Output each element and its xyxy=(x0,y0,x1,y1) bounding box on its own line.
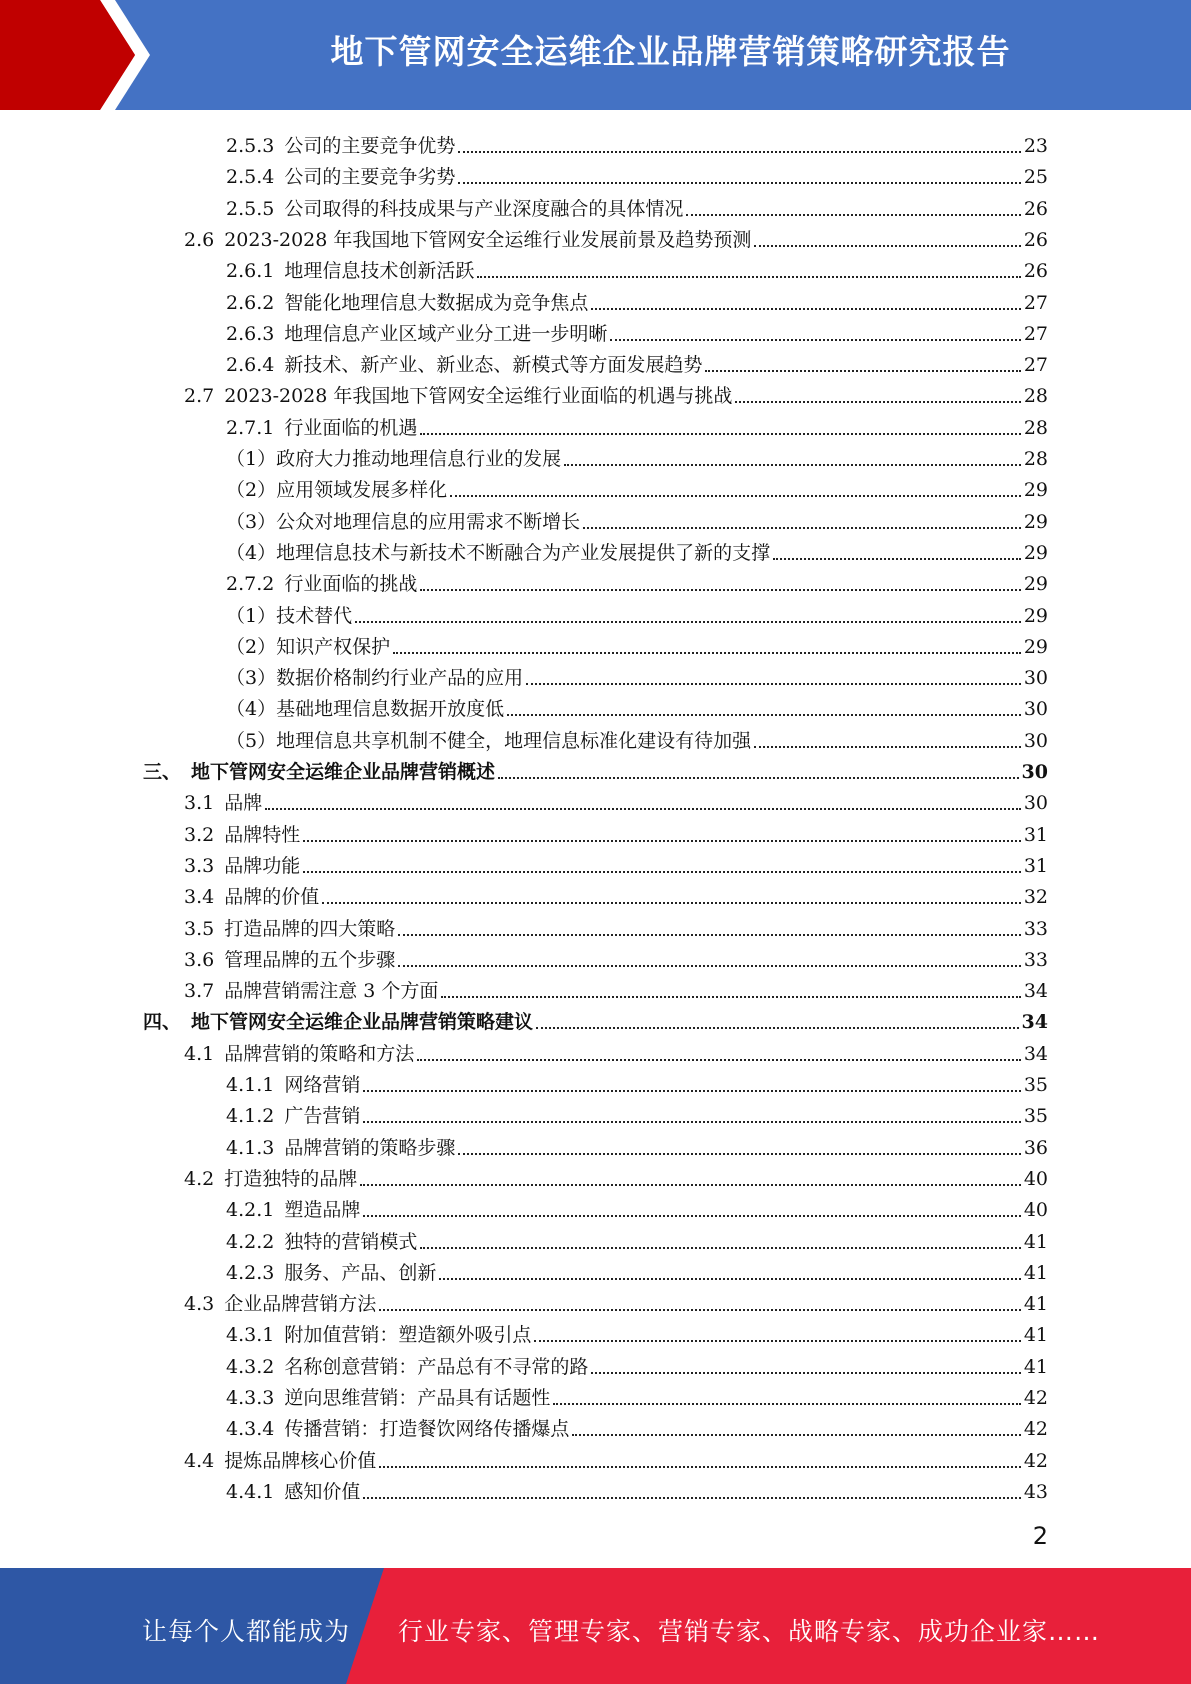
toc-dot-leader xyxy=(705,370,1020,372)
toc-entry-page: 32 xyxy=(1023,886,1048,909)
toc-entry-page: 29 xyxy=(1023,635,1048,658)
toc-entry-page: 29 xyxy=(1023,604,1048,627)
toc-entry-page: 27 xyxy=(1023,354,1048,377)
toc-entry-number: （4） xyxy=(226,541,277,564)
toc-entry-number: 4.3.1 xyxy=(226,1324,275,1347)
toc-entry[interactable] xyxy=(226,127,1048,158)
toc-entry-number: （1） xyxy=(226,604,277,627)
toc-entry-title: 名称创意营销：产品总有不寻常的路 xyxy=(284,1355,589,1378)
toc-entry-title: 2023-2028 年我国地下管网安全运维行业面临的机遇与挑战 xyxy=(224,385,733,408)
toc-dot-leader xyxy=(363,1497,1020,1499)
toc-entry[interactable] xyxy=(184,221,1048,252)
toc-entry[interactable] xyxy=(226,597,1048,628)
footer-slogan-left: 让每个人都能成为 xyxy=(142,1617,351,1646)
toc-entry[interactable] xyxy=(143,753,1048,784)
toc-entry-title: 地理信息产业区域产业分工进一步明晰 xyxy=(284,322,608,345)
toc-entry[interactable] xyxy=(226,1097,1048,1128)
toc-entry-title: 打造品牌的四大策略 xyxy=(224,917,396,940)
toc-entry-title: 应用领域发展多样化 xyxy=(276,479,448,502)
toc-entry-page: 41 xyxy=(1023,1324,1048,1347)
toc-entry-title: 传播营销：打造餐饮网络传播爆点 xyxy=(284,1418,570,1441)
toc-entry-number: 3.1 xyxy=(184,792,215,815)
toc-entry-number: 2.7.1 xyxy=(226,416,275,439)
toc-entry-page: 41 xyxy=(1023,1261,1048,1284)
toc-entry-title: 品牌的价值 xyxy=(224,886,320,909)
toc-entry[interactable] xyxy=(226,440,1048,471)
toc-dot-leader xyxy=(398,934,1021,936)
toc-dot-leader xyxy=(536,1027,1019,1029)
toc-dot-leader xyxy=(379,1309,1021,1311)
toc-entry-title: 提炼品牌核心价值 xyxy=(224,1449,377,1472)
toc-entry-title: 独特的营销模式 xyxy=(284,1230,418,1253)
toc-dot-leader xyxy=(773,558,1021,560)
toc-entry-number: 3.2 xyxy=(184,823,215,846)
toc-entry-number: 3.6 xyxy=(184,948,215,971)
toc-entry[interactable] xyxy=(226,284,1048,315)
toc-entry[interactable] xyxy=(226,1254,1048,1285)
toc-entry[interactable] xyxy=(184,941,1048,972)
toc-entry-title: 新技术、新产业、新业态、新模式等方面发展趋势 xyxy=(284,354,703,377)
toc-entry-title: 企业品牌营销方法 xyxy=(224,1293,377,1316)
toc-entry-number: 2.6.1 xyxy=(226,260,275,283)
toc-dot-leader xyxy=(420,589,1020,591)
toc-entry-number: 4.3 xyxy=(184,1293,215,1316)
toc-dot-leader xyxy=(417,1059,1021,1061)
toc-entry-title: 品牌特性 xyxy=(224,823,301,846)
toc-entry[interactable] xyxy=(226,190,1048,221)
toc-entry-title: 地下管网安全运维企业品牌营销策略建议 xyxy=(191,1011,534,1034)
toc-entry-title: 品牌功能 xyxy=(224,854,301,877)
toc-dot-leader xyxy=(379,1466,1021,1468)
footer-banner xyxy=(0,1568,1191,1684)
toc-entry-page: 30 xyxy=(1023,698,1048,721)
toc-entry[interactable] xyxy=(184,910,1048,941)
toc-entry-number: 2.6.4 xyxy=(226,354,275,377)
toc-entry-number: 4.4.1 xyxy=(226,1480,275,1503)
toc-entry[interactable] xyxy=(226,565,1048,596)
toc-dot-leader xyxy=(754,245,1020,247)
toc-dot-leader xyxy=(363,1215,1020,1217)
toc-dot-leader xyxy=(507,714,1021,716)
toc-dot-leader xyxy=(363,1121,1020,1123)
toc-dot-leader xyxy=(526,683,1021,685)
toc-entry-page: 30 xyxy=(1023,667,1048,690)
toc-entry[interactable] xyxy=(226,1316,1048,1347)
toc-dot-leader xyxy=(458,151,1020,153)
toc-dot-leader xyxy=(477,276,1020,278)
toc-entry-title: 智能化地理信息大数据成为竞争焦点 xyxy=(284,291,589,314)
toc-entry[interactable] xyxy=(226,628,1048,659)
toc-entry-number: 4.1.3 xyxy=(226,1136,275,1159)
toc-entry-title: 塑造品牌 xyxy=(284,1199,361,1222)
toc-entry-title: 逆向思维营销：产品具有话题性 xyxy=(284,1387,551,1409)
toc-dot-leader xyxy=(610,339,1020,341)
toc-entry-number: 4.1.2 xyxy=(226,1105,275,1128)
toc-entry-number: 2.7 xyxy=(184,385,215,408)
toc-entry-page: 42 xyxy=(1023,1387,1048,1409)
toc-entry-title: 品牌营销需注意 3 个方面 xyxy=(224,980,439,1003)
toc-dot-leader xyxy=(591,1372,1020,1374)
toc-dot-leader xyxy=(498,777,1019,779)
toc-entry[interactable] xyxy=(184,784,1048,815)
toc-entry-number: （5） xyxy=(226,729,277,752)
toc-entry-page: 43 xyxy=(1023,1480,1048,1503)
toc-entry-number: 4.3.2 xyxy=(226,1355,275,1378)
toc-entry-page: 27 xyxy=(1023,322,1048,345)
toc-entry-page: 41 xyxy=(1023,1355,1048,1378)
toc-entry-number: （3） xyxy=(226,667,277,690)
toc-dot-leader xyxy=(564,464,1021,466)
report-title: 地下管网安全运维企业品牌营销策略研究报告 xyxy=(330,32,1011,71)
toc-dot-leader xyxy=(420,1247,1020,1249)
toc-entry[interactable] xyxy=(184,816,1048,847)
toc-entry-title: 政府大力推动地理信息行业的发展 xyxy=(276,448,562,470)
toc-entry[interactable] xyxy=(226,534,1048,565)
toc-entry[interactable] xyxy=(226,1473,1048,1504)
toc-dot-leader xyxy=(303,840,1021,842)
toc-entry-number: 2.7.2 xyxy=(226,573,275,596)
toc-entry-page: 25 xyxy=(1023,166,1048,189)
toc-entry-number: 3.5 xyxy=(184,917,215,940)
toc-entry-number: （3） xyxy=(226,510,277,533)
toc-entry-page: 30 xyxy=(1023,729,1048,752)
page-number: 2 xyxy=(1032,1522,1048,1550)
toc-entry[interactable] xyxy=(226,1191,1048,1222)
toc-entry-title: 管理品牌的五个步骤 xyxy=(224,948,396,971)
toc-entry-number: 2.5.5 xyxy=(226,197,275,220)
toc-entry[interactable] xyxy=(226,252,1048,283)
toc-entry[interactable] xyxy=(184,1442,1048,1473)
toc-entry[interactable] xyxy=(226,1223,1048,1254)
toc-entry-page: 28 xyxy=(1023,448,1048,470)
toc-dot-leader xyxy=(420,433,1020,435)
header-banner xyxy=(0,0,1191,110)
toc-entry-number: 4.4 xyxy=(184,1449,215,1472)
toc-entry-page: 26 xyxy=(1023,228,1048,251)
toc-entry-page: 41 xyxy=(1023,1293,1048,1316)
toc-entry[interactable] xyxy=(143,1003,1048,1034)
toc-entry[interactable] xyxy=(184,377,1048,408)
toc-entry-page: 28 xyxy=(1023,416,1048,439)
toc-entry-title: 地理信息技术创新活跃 xyxy=(284,260,475,283)
toc-entry-number: 三、 xyxy=(143,761,182,783)
toc-entry-title: 附加值营销：塑造额外吸引点 xyxy=(284,1324,532,1347)
toc-entry[interactable] xyxy=(226,690,1048,721)
toc-entry-number: 2.6.3 xyxy=(226,322,275,345)
toc-entry-title: 网络营销 xyxy=(284,1074,361,1096)
toc-entry-number: 3.4 xyxy=(184,886,215,909)
toc-entry-number: 4.3.4 xyxy=(226,1418,275,1441)
toc-entry-number: 四、 xyxy=(143,1011,182,1034)
toc-dot-leader xyxy=(441,996,1020,998)
toc-dot-leader xyxy=(686,214,1020,216)
toc-dot-leader xyxy=(534,1340,1020,1342)
toc-entry-title: 行业面临的挑战 xyxy=(284,573,418,596)
footer-slogan-right: 行业专家、管理专家、营销专家、战略专家、成功企业家…… xyxy=(398,1617,1101,1646)
toc-entry-page: 31 xyxy=(1023,823,1048,846)
toc-entry-title: 公司取得的科技成果与产业深度融合的具体情况 xyxy=(284,197,684,220)
toc-dot-leader xyxy=(458,182,1020,184)
toc-entry-number: （1） xyxy=(226,448,277,470)
toc-entry[interactable] xyxy=(184,878,1048,909)
toc-entry-page: 33 xyxy=(1023,917,1048,940)
toc-entry-page: 35 xyxy=(1023,1074,1048,1096)
toc-entry-title: 地理信息共享机制不健全，地理信息标准化建设有待加强 xyxy=(276,729,752,752)
toc-entry-title: 公众对地理信息的应用需求不断增长 xyxy=(276,510,581,533)
toc-entry-page: 34 xyxy=(1023,1042,1048,1065)
toc-entry-title: 数据价格制约行业产品的应用 xyxy=(276,667,524,690)
toc-dot-leader xyxy=(265,808,1021,810)
toc-dot-leader xyxy=(322,902,1021,904)
toc-dot-leader xyxy=(303,871,1021,873)
toc-entry-page: 29 xyxy=(1023,573,1048,596)
toc-entry[interactable] xyxy=(184,1035,1048,1066)
toc-entry-page: 41 xyxy=(1023,1230,1048,1253)
toc-entry-number: （4） xyxy=(226,698,277,721)
toc-entry[interactable] xyxy=(226,158,1048,189)
toc-entry-title: 感知价值 xyxy=(284,1480,361,1503)
toc-entry-title: 2023-2028 年我国地下管网安全运维行业发展前景及趋势预测 xyxy=(224,228,752,251)
toc-entry-title: 基础地理信息数据开放度低 xyxy=(276,698,505,721)
toc-entry[interactable] xyxy=(226,315,1048,346)
toc-entry-page: 23 xyxy=(1023,135,1048,157)
toc-entry-number: 4.2.2 xyxy=(226,1230,275,1253)
toc-entry[interactable] xyxy=(226,1348,1048,1379)
toc-entry-number: 4.3.3 xyxy=(226,1387,275,1409)
toc-entry-number: 2.6 xyxy=(184,228,215,251)
toc-entry-number: 4.2.3 xyxy=(226,1261,275,1284)
toc-entry-number: 4.2 xyxy=(184,1167,215,1190)
toc-entry-page: 28 xyxy=(1023,385,1048,408)
toc-entry-number: 2.6.2 xyxy=(226,291,275,314)
toc-entry-number: 4.1.1 xyxy=(226,1074,275,1096)
toc-entry[interactable] xyxy=(184,1160,1048,1191)
toc-entry-page: 26 xyxy=(1023,260,1048,283)
toc-entry-page: 34 xyxy=(1021,1011,1048,1034)
toc-dot-leader xyxy=(363,1090,1020,1092)
toc-dot-leader xyxy=(458,1153,1020,1155)
toc-entry-number: 4.1 xyxy=(184,1042,215,1065)
toc-entry-title: 广告营销 xyxy=(284,1105,361,1128)
toc-dot-leader xyxy=(360,1184,1021,1186)
toc-entry-title: 公司的主要竞争劣势 xyxy=(284,166,456,189)
toc-dot-leader xyxy=(439,1278,1020,1280)
toc-entry-page: 29 xyxy=(1023,541,1048,564)
toc-entry[interactable] xyxy=(226,722,1048,753)
toc-entry[interactable] xyxy=(226,503,1048,534)
toc-entry-number: 3.3 xyxy=(184,854,215,877)
toc-entry-title: 行业面临的机遇 xyxy=(284,416,418,439)
toc-dot-leader xyxy=(450,495,1021,497)
toc-entry-page: 42 xyxy=(1023,1449,1048,1472)
toc-dot-leader xyxy=(583,527,1021,529)
toc-entry-page: 29 xyxy=(1023,479,1048,502)
toc-entry-page: 26 xyxy=(1023,197,1048,220)
toc-entry-title: 技术替代 xyxy=(276,604,353,627)
toc-dot-leader xyxy=(393,652,1021,654)
toc-entry-number: 4.2.1 xyxy=(226,1199,275,1222)
toc-dot-leader xyxy=(754,746,1021,748)
toc-entry[interactable] xyxy=(226,659,1048,690)
toc-entry-number: （2） xyxy=(226,635,277,658)
toc-entry[interactable] xyxy=(226,1410,1048,1441)
toc-entry-number: （2） xyxy=(226,479,277,502)
toc-entry-title: 品牌营销的策略步骤 xyxy=(284,1136,456,1159)
toc-entry-number: 2.5.3 xyxy=(226,135,275,157)
toc-entry-page: 40 xyxy=(1023,1199,1048,1222)
toc-dot-leader xyxy=(735,401,1020,403)
toc-entry-page: 30 xyxy=(1023,792,1048,815)
toc-dot-leader xyxy=(572,1434,1020,1436)
toc-entry-page: 33 xyxy=(1023,948,1048,971)
toc-entry[interactable] xyxy=(226,409,1048,440)
toc-dot-leader xyxy=(355,621,1021,623)
toc-dot-leader xyxy=(553,1403,1020,1405)
toc-entry-title: 知识产权保护 xyxy=(276,635,391,658)
toc-entry-page: 42 xyxy=(1023,1418,1048,1441)
toc-entry-title: 品牌营销的策略和方法 xyxy=(224,1042,415,1065)
toc-dot-leader xyxy=(398,965,1021,967)
toc-entry-page: 34 xyxy=(1023,980,1048,1003)
toc-entry-page: 31 xyxy=(1023,854,1048,877)
toc-entry[interactable] xyxy=(184,847,1048,878)
toc-entry-title: 品牌 xyxy=(224,792,263,815)
toc-entry[interactable] xyxy=(184,972,1048,1003)
toc-entry-page: 35 xyxy=(1023,1105,1048,1128)
toc-entry-title: 公司的主要竞争优势 xyxy=(284,135,456,157)
toc-entry-title: 服务、产品、创新 xyxy=(284,1261,437,1284)
toc-entry[interactable] xyxy=(184,1285,1048,1316)
toc-entry[interactable] xyxy=(226,346,1048,377)
toc-dot-leader xyxy=(591,308,1020,310)
toc-entry[interactable] xyxy=(226,1129,1048,1160)
toc-entry-number: 3.7 xyxy=(184,980,215,1003)
toc-entry-number: 2.5.4 xyxy=(226,166,275,189)
toc-entry[interactable] xyxy=(226,1379,1048,1410)
toc-entry-page: 36 xyxy=(1023,1136,1048,1159)
toc-entry[interactable] xyxy=(226,1066,1048,1097)
toc-entry[interactable] xyxy=(226,471,1048,502)
toc-entry-title: 地下管网安全运维企业品牌营销概述 xyxy=(191,761,496,783)
toc-entry-title: 打造独特的品牌 xyxy=(224,1167,358,1190)
toc-entry-page: 29 xyxy=(1023,510,1048,533)
toc-entry-title: 地理信息技术与新技术不断融合为产业发展提供了新的支撑 xyxy=(276,541,771,564)
toc-entry-page: 40 xyxy=(1023,1167,1048,1190)
toc-entry-page: 30 xyxy=(1021,761,1048,783)
toc-entry-page: 27 xyxy=(1023,291,1048,314)
